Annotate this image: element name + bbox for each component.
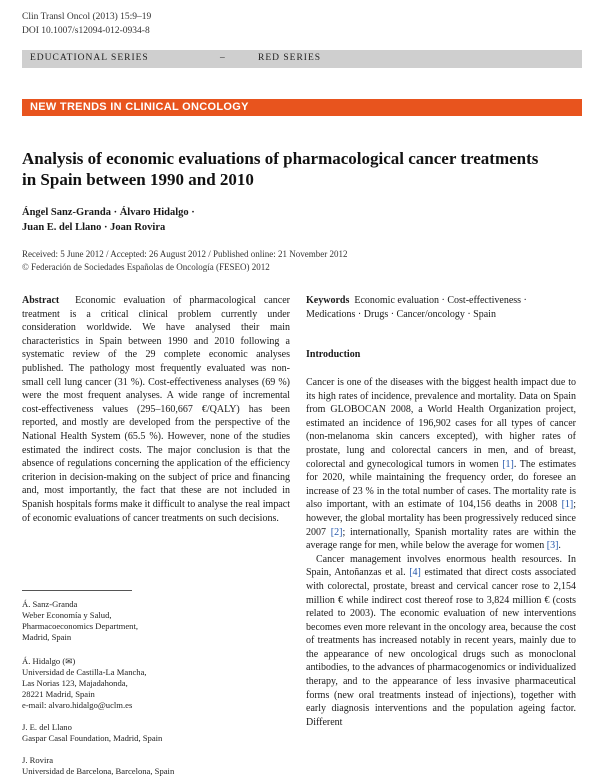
ref-link[interactable]: [2] [330, 526, 343, 538]
publication-dates [22, 248, 347, 273]
ref-link[interactable]: [3] [546, 540, 559, 552]
authors-line-2: Juan E. del Llano · Joan Rovira [22, 221, 166, 233]
introduction-heading: Introduction [306, 349, 361, 360]
section-band [22, 99, 582, 116]
introduction-body [306, 376, 576, 729]
keywords-label: Keywords [306, 295, 350, 306]
abstract-text: Economic evaluation of pharmacological cancer treatment is a critical clinical problem currently under consideration worldwide. We have analysed their main characteristics in Spain between 1990 and 2010 following a systematic review of the 29 complete economic analyses published. The pathology most frequently evaluated was non-small cell lung cancer (31 %). Cost-effectiveness analyses (69 %) were the most frequent analyses. A wide range of incremental cost-effectiveness values (295–160,667 €/QALY) has been reported, and mostly are developed from the perspective of the National Health System (65.5 %). However, none of the studies estimated the indirect costs. The major conclusion is that the absence of regulations concerning the application of the efficiency criterion in decision-making on the subject of price and financing and, most importantly, the fact that these are not included in Spanish hospitals forms make it difficult to analyse the real impact of economic evaluations of cancer treatments on such decisions. [22, 295, 290, 524]
affiliation: Á. Hidalgo (✉) Universidad de Castilla-La Mancha, Las Norias 123, Majadahonda, 28221 Madrid, Spain e-mail: alvaro.hidalgo@uclm.es [22, 656, 290, 711]
affiliation-name: Á. Sanz-Granda [22, 599, 78, 609]
affiliation-name: Á. Hidalgo (✉) [22, 656, 76, 666]
abstract-label: Abstract [22, 295, 60, 306]
copyright: © Federación de Sociedades Españolas de Oncología (FESEO) 2012 [22, 261, 270, 272]
journal-citation: Clin Transl Oncol (2013) 15:9–19 [22, 12, 152, 22]
authors-line-1: Ángel Sanz-Granda · Álvaro Hidalgo · [22, 207, 195, 218]
affiliation: Á. Sanz-Granda Weber Economía y Salud, Pharmacoeconomics Department, Madrid, Spain [22, 599, 290, 643]
abstract [22, 294, 290, 525]
footnote-divider [22, 590, 132, 591]
email-link[interactable]: e-mail: alvaro.hidalgo@uclm.es [22, 700, 133, 710]
series-left: EDUCATIONAL SERIES [30, 53, 149, 63]
journal-header [22, 10, 151, 38]
history-dates: Received: 5 June 2012 / Accepted: 26 August 2012 / Published online: 21 November 2012 [22, 249, 348, 259]
intro-paragraph-2: Cancer management involves enormous health resources. In Spain, Antoñanzas et al. [4] estimated that direct costs associated with colorectal, prostate, breast and cervical cancer rose to 2,154 million € while indirect cost thereof rose to 3,824 million € (costs related to 2003). The economic evaluation of new interventions becomes even more relevant in the oncology area, because the cost of treatments has increased notably in recent years, mainly due to the appearance of new oncological drugs such as monoclonal antibodies, to the advances of pharmacogenomics or individualized therapy, and to the appearance of less invasive pharmaceutical forms (new oral treatments instead of injections), together with early diagnosis interventions and the population ageing factor. Different [306, 553, 576, 728]
section-band-label: NEW TRENDS IN CLINICAL ONCOLOGY [30, 101, 249, 113]
ref-link[interactable]: [1] [561, 499, 574, 511]
affiliation: J. E. del Llano Gaspar Casal Foundation, Madrid, Spain [22, 722, 290, 744]
ref-link[interactable]: [1] [502, 458, 514, 470]
doi[interactable]: DOI 10.1007/s12094-012-0934-8 [22, 26, 150, 36]
series-bar [22, 50, 582, 68]
keywords [306, 294, 576, 321]
affiliation-name: J. Rovira [22, 755, 54, 765]
ref-link[interactable]: [4] [409, 567, 421, 579]
article-title: Analysis of economic evaluations of pharmacological cancer treatments in Spain between 1990 and 2010 [22, 149, 539, 189]
affiliation: J. Rovira Universidad de Barcelona, Barcelona, Spain [22, 755, 290, 777]
author-list [22, 206, 195, 235]
series-dash: – [220, 53, 226, 63]
keywords-text: Economic evaluation · Cost-effectiveness · Medications · Drugs · Cancer/oncology · Spain [306, 295, 527, 320]
series-right: RED SERIES [258, 53, 322, 63]
affiliation-name: J. E. del Llano [22, 722, 72, 732]
intro-paragraph-1: Cancer is one of the diseases with the biggest health impact due to its high rates of incidence, prevalence and mortality. Data on Spain from GLOBOCAN 2008, a World Health Organization project, estimated an incidence of 196,902 cases for all types of cancer (non-melanoma skin cancers excepted), with higher rates of prostate, lung and colorectal cancers in men, and of breast, colorectal and gynecological tumors in women [1]. The estimates for 2020, while maintaining the frequency order, do foresee an increase of 23 % in the total number of cases. The mortality rate is also important, with an estimate of 104,156 deaths in 2008 [1]; however, the global mortality has been progressively reduced since 2007 [2]; internationally, Spanish mortality rates are within the average range for men, while below the average for women [3]. [306, 377, 577, 552]
